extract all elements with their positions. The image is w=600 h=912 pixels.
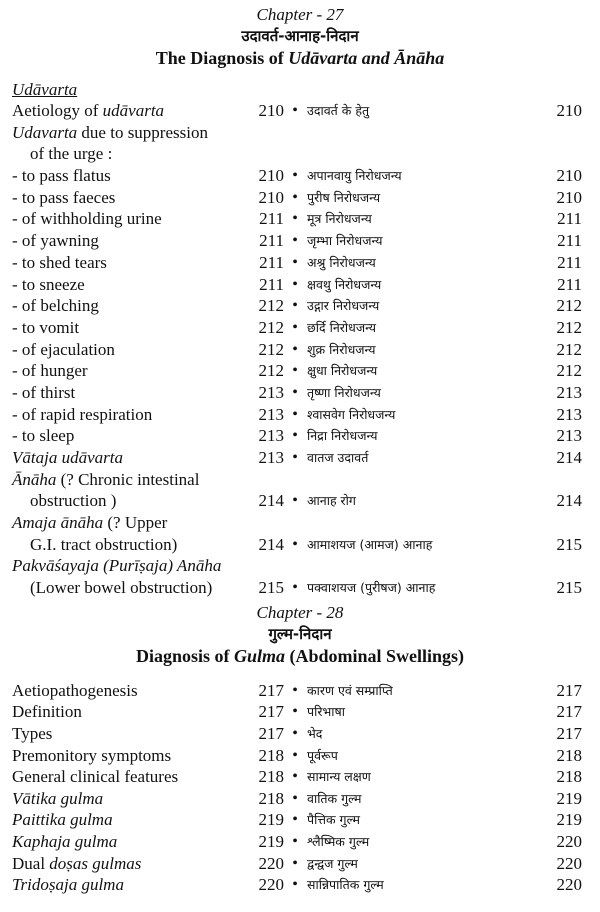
entry-title-line <box>12 360 257 382</box>
entry-title <box>12 809 257 831</box>
hindi-entry-title: आमाशयज (आमज) आनाह <box>307 536 433 552</box>
bullet-icon: • <box>292 340 298 358</box>
hindi-entry-title: वातज उदावर्त <box>307 450 369 466</box>
hindi-entry-title: श्वासवेग निरोधजन्य <box>307 406 396 422</box>
ch27-row <box>0 360 600 382</box>
entry-text: - of ejaculation <box>12 339 115 359</box>
ch27b-row <box>0 555 600 598</box>
entry-text: - to sneeze <box>12 274 85 294</box>
ch27-row <box>0 425 600 447</box>
bullet-icon: • <box>292 383 298 401</box>
hindi-page-number: 215 <box>556 578 582 598</box>
english-page-number: 218 <box>258 767 284 787</box>
hindi-entry-title: आनाह रोग <box>307 493 356 509</box>
entry-title-line <box>12 404 257 426</box>
hindi-entry-title: परिभाषा <box>307 704 345 720</box>
entry-title <box>12 274 257 296</box>
entry-title <box>12 555 257 598</box>
english-page-number: 215 <box>258 578 284 598</box>
section-heading-udavarta: Udāvarta <box>12 80 78 99</box>
english-page-number: 210 <box>258 187 284 207</box>
bullet-icon: • <box>292 833 298 851</box>
hindi-entry-title: तृष्णा निरोधजन्य <box>307 384 381 400</box>
english-page-number: 211 <box>259 274 284 294</box>
chapter-28-title <box>0 645 600 667</box>
entry-title <box>12 745 257 767</box>
bullet-icon: • <box>292 703 298 721</box>
entry-title-line <box>12 766 257 788</box>
ch27b-row <box>0 512 600 555</box>
ch27-row <box>0 100 600 122</box>
entry-title <box>12 187 257 209</box>
hindi-page-number: 220 <box>556 853 582 873</box>
entry-title <box>12 295 257 317</box>
chapter-28-title-italic: Gulma <box>233 645 285 666</box>
hindi-page-number: 213 <box>556 382 582 402</box>
entry-title <box>12 404 257 426</box>
hindi-entry-title: क्षवथु निरोधजन्य <box>307 276 382 292</box>
hindi-page-number: 212 <box>556 361 582 381</box>
entry-text: - to vomit <box>12 317 80 337</box>
entry-title <box>12 512 257 555</box>
chapter-27-entries <box>0 100 600 469</box>
entry-title-line <box>12 831 257 853</box>
hindi-page-number: 211 <box>557 209 582 229</box>
ch27-row <box>0 252 600 274</box>
entry-title <box>12 831 257 853</box>
ch27-row <box>0 317 600 339</box>
bullet-icon: • <box>292 232 298 250</box>
ch27-row <box>0 404 600 426</box>
hindi-entry-title: अपानवायु निरोधजन्य <box>307 168 402 184</box>
chapter-27-label: Chapter - 27 <box>256 5 344 24</box>
bullet-icon: • <box>292 102 298 119</box>
entry-title <box>12 701 257 723</box>
entry-text: - of rapid respiration <box>12 404 153 424</box>
hindi-entry-title: उदावर्त के हेतु <box>307 103 370 118</box>
entry-italic-text: Amaja ānāha <box>12 513 104 533</box>
entry-text: - to pass flatus <box>12 166 111 186</box>
ch27-row <box>0 295 600 317</box>
entry-title-line <box>12 317 257 339</box>
entry-title-line <box>12 788 257 810</box>
english-page-number: 211 <box>259 209 284 229</box>
bullet-icon: • <box>292 253 298 271</box>
entry-text: Dual <box>12 853 50 873</box>
bullet-icon: • <box>292 725 298 743</box>
chapter-28-title-suffix: (Abdominal Swellings) <box>284 645 465 666</box>
english-page-number: 217 <box>258 724 284 744</box>
hindi-page-number: 220 <box>556 832 582 852</box>
ch27b-row <box>0 469 600 512</box>
entry-title <box>12 447 257 469</box>
entry-text: - to pass faeces <box>12 187 116 207</box>
english-page-number: 213 <box>258 404 284 424</box>
bullet-icon: • <box>292 535 298 553</box>
bullet-icon: • <box>292 854 298 872</box>
hindi-entry-title: निद्रा निरोधजन्य <box>307 428 378 444</box>
ch27-row <box>0 165 600 187</box>
entry-text: - of belching <box>12 296 99 316</box>
english-page-number: 211 <box>259 252 284 272</box>
ch27-row <box>0 208 600 230</box>
hindi-entry-title: सान्निपातिक गुल्म <box>307 877 384 893</box>
entry-title-line-2: obstruction ) <box>30 491 117 511</box>
entry-title-line <box>12 469 257 491</box>
entry-text: - of thirst <box>12 382 76 402</box>
bullet-icon: • <box>292 876 298 894</box>
english-page-number: 213 <box>258 448 284 468</box>
english-page-number: 213 <box>258 426 284 446</box>
entry-title-line <box>12 425 257 447</box>
bullet-icon: • <box>292 768 298 786</box>
entry-title <box>12 766 257 788</box>
bullet-icon: • <box>292 427 298 445</box>
ch27-row <box>0 187 600 209</box>
hindi-page-number: 217 <box>556 702 582 722</box>
chapter-27-hindi-title: उदावर्त-आनाह-निदान <box>241 27 359 45</box>
ch27-row <box>0 274 600 296</box>
entry-title <box>12 339 257 361</box>
hindi-page-number: 218 <box>556 767 582 787</box>
entry-text: Definition <box>12 702 82 722</box>
ch28-row <box>0 788 600 810</box>
entry-title <box>12 165 257 187</box>
chapter-28-title-prefix: Diagnosis of <box>135 645 234 666</box>
entry-title-line <box>12 745 257 767</box>
entry-text: Aetiopathogenesis <box>12 680 138 700</box>
entry-text: - of withholding urine <box>12 209 162 229</box>
ch27-row <box>0 339 600 361</box>
hindi-page-number: 210 <box>556 101 582 120</box>
entry-text: Premonitory symptoms <box>12 745 172 765</box>
entry-title-line <box>12 680 257 702</box>
entry-title-line <box>12 187 257 209</box>
hindi-entry-title: पूर्वरूप <box>307 747 338 763</box>
ch28-row <box>0 701 600 723</box>
entry-title-line <box>12 165 257 187</box>
entry-text: due to suppression <box>77 122 208 142</box>
entry-title <box>12 469 257 512</box>
english-page-number: 210 <box>258 101 284 120</box>
entry-title-line <box>12 295 257 317</box>
english-page-number: 217 <box>258 702 284 722</box>
bullet-icon: • <box>292 579 298 597</box>
entry-title <box>12 723 257 745</box>
bullet-icon: • <box>292 318 298 336</box>
entry-title <box>12 100 257 122</box>
entry-title-line <box>12 853 257 875</box>
entry-title-line <box>12 874 257 896</box>
entry-title-line <box>12 447 257 469</box>
entry-text: - to sleep <box>12 426 75 446</box>
english-page-number: 218 <box>258 745 284 765</box>
hindi-page-number: 210 <box>556 166 582 186</box>
hindi-entry-title: उद्गार निरोधजन्य <box>307 298 380 314</box>
english-page-number: 213 <box>258 382 284 402</box>
bullet-icon: • <box>292 746 298 764</box>
ch28-row <box>0 853 600 875</box>
entry-title-line <box>12 274 257 296</box>
entry-italic-text: Vātika gulma <box>12 788 104 808</box>
chapter-27-title-prefix: The Diagnosis of <box>155 48 289 68</box>
english-page-number: 214 <box>258 534 284 554</box>
entry-title <box>12 382 257 404</box>
bullet-icon: • <box>292 297 298 315</box>
hindi-page-number: 219 <box>556 810 582 830</box>
entry-italic-text: Paittika gulma <box>12 810 113 830</box>
entry-title-line-2: of the urge : <box>30 144 113 164</box>
ch27-row <box>0 447 600 469</box>
entry-title-line <box>12 208 257 230</box>
bullet-icon: • <box>292 167 298 185</box>
entry-title-line-2: G.I. tract obstruction) <box>30 534 178 554</box>
chapter-28-entries <box>0 680 600 896</box>
hindi-page-number: 211 <box>557 274 582 294</box>
english-page-number: 219 <box>258 810 284 830</box>
bullet-icon: • <box>292 362 298 380</box>
hindi-entry-title: भेद <box>307 726 323 742</box>
entry-title-line <box>12 723 257 745</box>
entry-title-line <box>12 382 257 404</box>
entry-text: General clinical features <box>12 767 179 787</box>
entry-title <box>12 230 257 252</box>
entry-text: (? Chronic intestinal <box>56 469 200 489</box>
hindi-entry-title: क्षुधा निरोधजन्य <box>307 363 378 379</box>
ch28-row <box>0 831 600 853</box>
ch28-row <box>0 723 600 745</box>
entry-title-line <box>12 252 257 274</box>
bullet-icon: • <box>292 681 298 699</box>
entry-title-line <box>12 701 257 723</box>
english-page-number: 214 <box>258 491 284 511</box>
hindi-entry-title: पक्वाशयज (पुरीषज) आनाह <box>307 580 436 596</box>
hindi-entry-title: द्वन्द्वज गुल्म <box>307 855 358 871</box>
bullet-icon: • <box>292 188 298 206</box>
hindi-entry-title: मूत्र निरोधजन्य <box>307 211 372 227</box>
entry-italic-text: Tridoṣaja gulma <box>12 875 124 895</box>
english-page-number: 218 <box>258 788 284 808</box>
entry-title-line <box>12 555 257 577</box>
entry-title <box>12 208 257 230</box>
entry-title <box>12 317 257 339</box>
english-page-number: 212 <box>258 339 284 359</box>
hindi-page-number: 215 <box>556 534 582 554</box>
ch28-row <box>0 680 600 702</box>
entry-italic-text: Ānāha <box>12 469 57 489</box>
hindi-page-number: 214 <box>556 491 582 511</box>
entry-title-line <box>12 122 257 144</box>
ch28-row <box>0 874 600 896</box>
hindi-entry-title: श्लैष्मिक गुल्म <box>307 834 370 850</box>
bullet-icon: • <box>292 275 298 293</box>
entry-title <box>12 122 257 165</box>
entry-title-line <box>12 100 257 122</box>
entry-title-line <box>12 512 257 534</box>
english-page-number: 217 <box>258 680 284 700</box>
entry-title <box>12 425 257 447</box>
hindi-page-number: 212 <box>556 296 582 316</box>
entry-title-line-2: (Lower bowel obstruction) <box>30 578 213 598</box>
english-page-number: 210 <box>258 166 284 186</box>
entry-title <box>12 874 257 896</box>
entry-italic-text: Udavarta <box>12 122 78 142</box>
entry-text: Types <box>12 724 53 744</box>
entry-italic-text: doṣas gulmas <box>49 853 142 873</box>
hindi-entry-title: छर्दि निरोधजन्य <box>307 319 377 335</box>
entry-text: (? Upper <box>103 513 168 533</box>
english-page-number: 212 <box>258 296 284 316</box>
hindi-page-number: 210 <box>556 187 582 207</box>
hindi-page-number: 212 <box>556 317 582 337</box>
hindi-page-number: 212 <box>556 339 582 359</box>
entry-text: - to shed tears <box>12 252 107 272</box>
ch27-row <box>0 122 600 165</box>
hindi-page-number: 217 <box>556 680 582 700</box>
english-page-number: 219 <box>258 832 284 852</box>
english-page-number: 211 <box>259 231 284 251</box>
entry-title <box>12 680 257 702</box>
ch27-row <box>0 230 600 252</box>
hindi-entry-title: जृम्भा निरोधजन्य <box>307 233 383 249</box>
entry-title <box>12 788 257 810</box>
entry-title <box>12 853 257 875</box>
hindi-entry-title: अश्रु निरोधजन्य <box>307 254 376 270</box>
hindi-entry-title: पैत्तिक गुल्म <box>307 812 360 828</box>
entry-italic-text: Vātaja udāvarta <box>12 448 123 468</box>
hindi-page-number: 217 <box>556 724 582 744</box>
ch28-row <box>0 745 600 767</box>
hindi-page-number: 211 <box>557 252 582 272</box>
entry-italic-text: Pakvāśayaja (Purīṣaja) Anāha <box>12 556 222 576</box>
bullet-icon: • <box>292 405 298 423</box>
entry-italic-text: udāvarta <box>102 101 165 120</box>
bullet-icon: • <box>292 789 298 807</box>
hindi-page-number: 211 <box>557 231 582 251</box>
chapter-27-anaha-entries <box>0 469 600 599</box>
entry-title-line <box>12 339 257 361</box>
entry-title <box>12 360 257 382</box>
english-page-number: 220 <box>258 853 284 873</box>
english-page-number: 220 <box>258 875 284 895</box>
hindi-entry-title: कारण एवं सम्प्राप्ति <box>307 682 393 698</box>
hindi-entry-title: वातिक गुल्म <box>307 790 362 806</box>
english-page-number: 212 <box>258 361 284 381</box>
hindi-page-number: 220 <box>556 875 582 895</box>
entry-title <box>12 252 257 274</box>
chapter-28-label: Chapter - 28 <box>256 602 344 622</box>
hindi-page-number: 219 <box>556 788 582 808</box>
entry-title-line <box>12 809 257 831</box>
hindi-entry-title: सामान्य लक्षण <box>307 769 371 785</box>
entry-italic-text: Kaphaja gulma <box>12 832 118 852</box>
entry-title-line <box>12 230 257 252</box>
ch28-row <box>0 809 600 831</box>
ch27-row <box>0 382 600 404</box>
entry-text: - of hunger <box>12 361 88 381</box>
bullet-icon: • <box>292 449 298 467</box>
hindi-entry-title: शुक्र निरोधजन्य <box>307 341 376 357</box>
english-page-number: 212 <box>258 317 284 337</box>
chapter-27-title <box>0 47 600 69</box>
chapter-27-title-italic: Udāvarta and Ānāha <box>288 48 445 68</box>
hindi-page-number: 218 <box>556 745 582 765</box>
ch28-row <box>0 766 600 788</box>
chapter-28-hindi-title: गुल्म-निदान <box>268 624 332 643</box>
hindi-entry-title: पुरीष निरोधजन्य <box>307 189 381 205</box>
bullet-icon: • <box>292 811 298 829</box>
hindi-page-number: 213 <box>556 426 582 446</box>
entry-text: Aetiology of <box>12 101 103 120</box>
entry-text: - of yawning <box>12 231 99 251</box>
hindi-page-number: 213 <box>556 404 582 424</box>
bullet-icon: • <box>292 492 298 510</box>
hindi-page-number: 214 <box>556 448 582 468</box>
bullet-icon: • <box>292 210 298 228</box>
